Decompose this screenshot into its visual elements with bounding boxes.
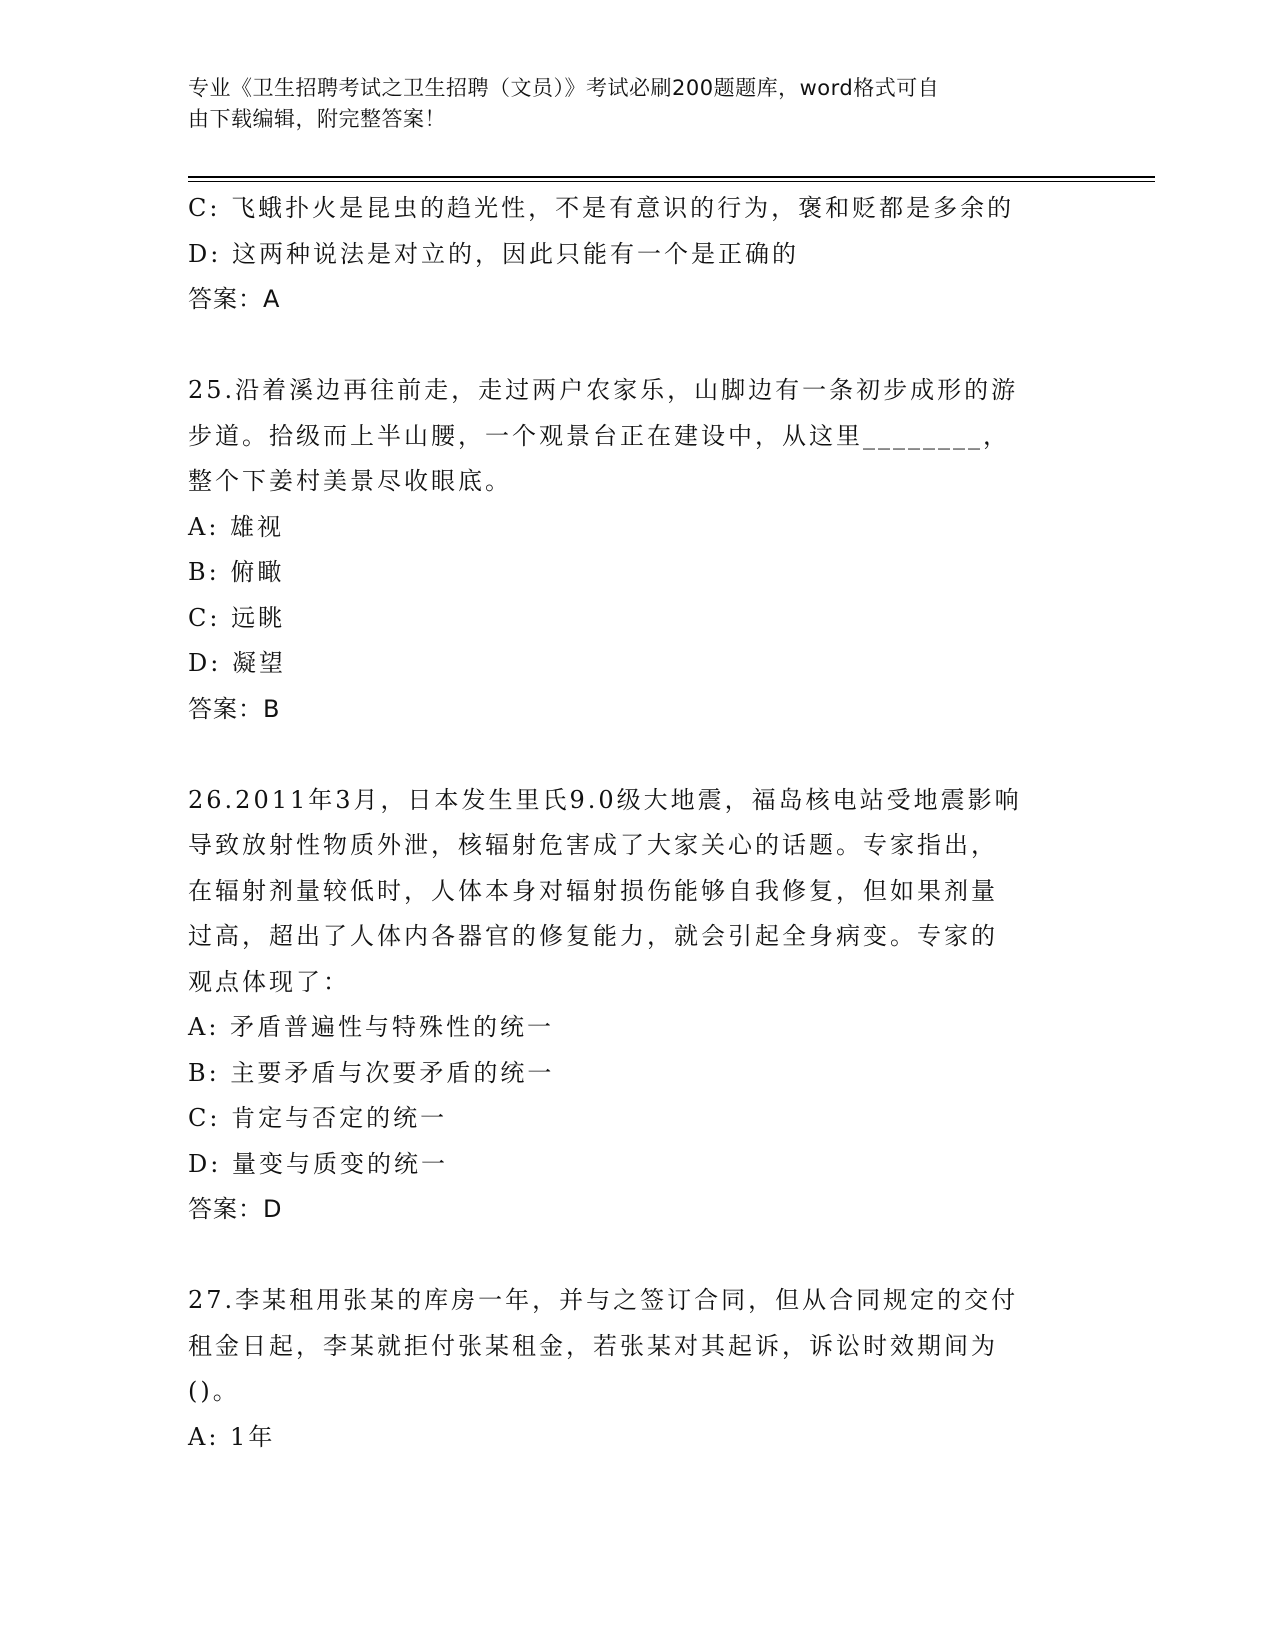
option-c: C: 肯定与否定的统一	[188, 1104, 448, 1132]
header-line-1: 专业《卫生招聘考试之卫生招聘（文员）》考试必刷200题题库，word格式可自	[188, 76, 940, 100]
question-stem-line: 步道。拾级而上半山腰，一个观景台正在建设中，从这里________，	[188, 421, 1010, 450]
question-stem-line: 整个下姜村美景尽收眼底。	[188, 467, 512, 495]
header-line-2: 由下载编辑，附完整答案！	[188, 107, 446, 131]
question-stem-line: 观点体现了：	[188, 967, 350, 996]
question-25	[188, 368, 1088, 732]
header-divider-thin	[188, 181, 1155, 182]
option-a: A: 雄视	[188, 512, 285, 541]
question-stem-line: 26.2011年3月，日本发生里氏9.0级大地震，福岛核电站受地震影响	[188, 785, 1022, 814]
answer-line: 答案：D	[188, 1195, 283, 1223]
option-a: A: 矛盾普遍性与特殊性的统一	[188, 1013, 555, 1041]
question-26	[188, 778, 1088, 1233]
question-spacer	[188, 1233, 1088, 1279]
question-spacer	[188, 323, 1088, 369]
option-d: D: 量变与质变的统一	[188, 1149, 448, 1178]
question-list	[188, 186, 1088, 1460]
option-d: D: 凝望	[188, 649, 286, 677]
answer-line: 答案：A	[188, 285, 281, 313]
option-b: B: 俯瞰	[188, 558, 285, 586]
question-stem-line: 过高，超出了人体内各器官的修复能力，就会引起全身病变。专家的	[188, 922, 998, 950]
question-stem-line: 租金日起，李某就拒付张某租金，若张某对其起诉，诉讼时效期间为	[188, 1331, 998, 1360]
previous-question-tail	[188, 186, 1088, 323]
question-spacer	[188, 732, 1088, 778]
question-stem-line: 25.沿着溪边再往前走，走过两户农家乐，山脚边有一条初步成形的游	[188, 376, 1019, 404]
page-header	[188, 73, 1068, 135]
option-c: C: 远眺	[188, 603, 286, 632]
answer-line: 答案：B	[188, 694, 281, 723]
question-stem-line: 在辐射剂量较低时，人体本身对辐射损伤能够自我修复，但如果剂量	[188, 876, 998, 905]
question-27	[188, 1278, 1088, 1460]
question-stem-line: ()。	[188, 1377, 240, 1405]
header-divider-thick	[188, 176, 1155, 178]
question-stem-line: 27.李某租用张某的库房一年，并与之签订合同，但从合同规定的交付	[188, 1286, 1019, 1314]
option-c: C: 飞蛾扑火是昆虫的趋光性，不是有意识的行为，褒和贬都是多余的	[188, 194, 1015, 222]
option-a: A: 1年	[188, 1422, 276, 1451]
question-stem-line: 导致放射性物质外泄，核辐射危害成了大家关心的话题。专家指出，	[188, 831, 998, 859]
option-b: B: 主要矛盾与次要矛盾的统一	[188, 1058, 555, 1087]
option-d: D: 这两种说法是对立的，因此只能有一个是正确的	[188, 239, 799, 268]
